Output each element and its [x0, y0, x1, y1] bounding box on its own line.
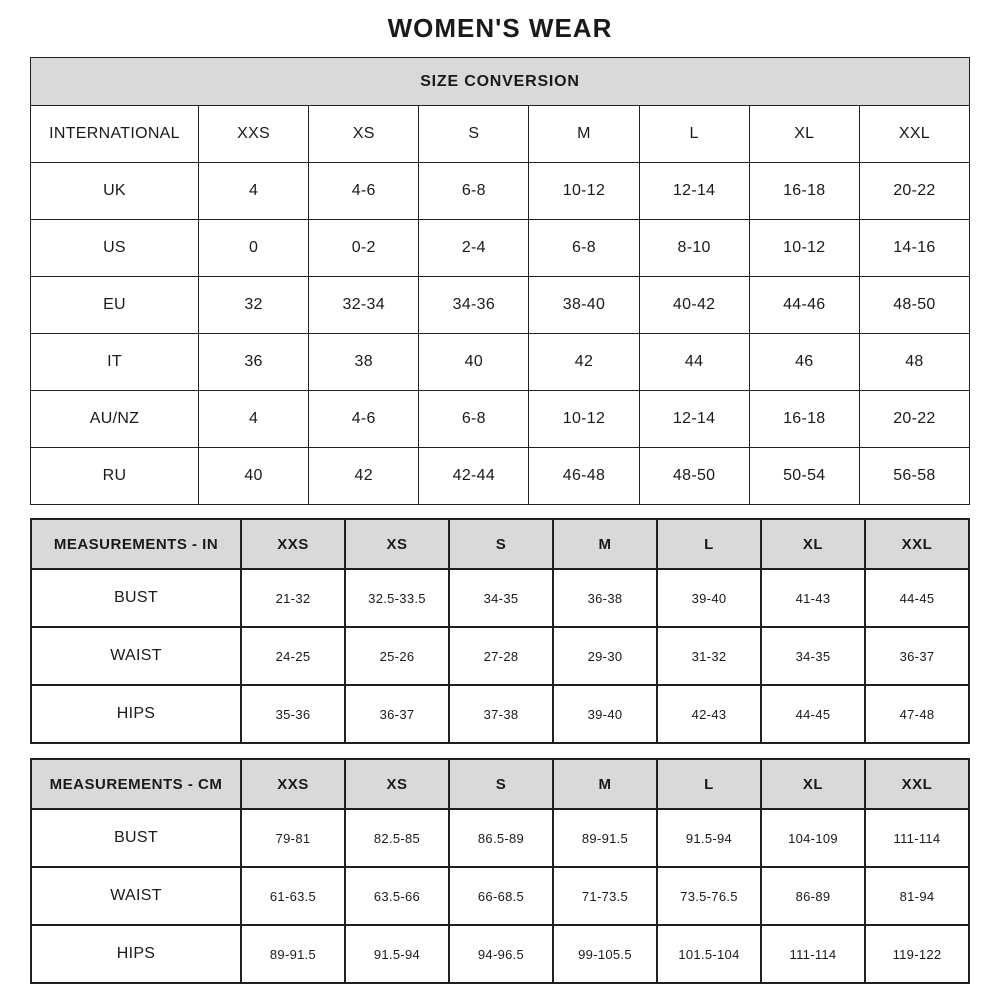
measurements-cm-table [30, 758, 970, 984]
measurement-cell: 79-81 [241, 809, 345, 867]
page-title: WOMEN'S WEAR [387, 13, 613, 43]
size-cell: XXL [859, 106, 969, 163]
measurement-cell: 63.5-66 [345, 867, 449, 925]
row-label: INTERNATIONAL [31, 106, 199, 163]
measurement-cell: 99-105.5 [553, 925, 657, 983]
table-row [31, 685, 969, 743]
measurement-cell: 94-96.5 [449, 925, 553, 983]
size-cell: 4-6 [309, 391, 419, 448]
size-cell: 44-46 [749, 277, 859, 334]
row-label: RU [31, 448, 199, 505]
size-cell: 12-14 [639, 391, 749, 448]
measurement-cell: 36-38 [553, 569, 657, 627]
row-label: US [31, 220, 199, 277]
size-cell: 40-42 [639, 277, 749, 334]
column-header: XS [345, 759, 449, 809]
column-header: L [657, 759, 761, 809]
measurement-cell: 81-94 [865, 867, 969, 925]
measurement-cell: 101.5-104 [657, 925, 761, 983]
row-label: UK [31, 163, 199, 220]
table-row [31, 220, 970, 277]
row-label: BUST [31, 569, 241, 627]
measurement-cell: 73.5-76.5 [657, 867, 761, 925]
size-conversion-title: SIZE CONVERSION [31, 58, 970, 106]
size-cell: 4 [199, 391, 309, 448]
size-cell: 32-34 [309, 277, 419, 334]
size-cell: 42 [309, 448, 419, 505]
measurement-cell: 111-114 [761, 925, 865, 983]
size-cell: 36 [199, 334, 309, 391]
measurement-cell: 42-43 [657, 685, 761, 743]
row-label: EU [31, 277, 199, 334]
measurement-cell: 44-45 [865, 569, 969, 627]
column-header: XXS [241, 519, 345, 569]
column-header: XL [761, 519, 865, 569]
table-row [31, 569, 969, 627]
size-cell: 6-8 [419, 163, 529, 220]
measurement-cell: 36-37 [865, 627, 969, 685]
measurement-cell: 111-114 [865, 809, 969, 867]
measurement-cell: 47-48 [865, 685, 969, 743]
size-cell: 34-36 [419, 277, 529, 334]
size-cell: 0 [199, 220, 309, 277]
measurement-cell: 39-40 [553, 685, 657, 743]
measurement-cell: 21-32 [241, 569, 345, 627]
measurements-in-table [30, 518, 970, 744]
size-cell: 16-18 [749, 163, 859, 220]
size-cell: 44 [639, 334, 749, 391]
header-row [31, 519, 969, 569]
size-cell: 48-50 [639, 448, 749, 505]
table-row [31, 391, 970, 448]
measurement-cell: 29-30 [553, 627, 657, 685]
measurement-cell: 25-26 [345, 627, 449, 685]
size-cell: 40 [199, 448, 309, 505]
measurement-cell: 32.5-33.5 [345, 569, 449, 627]
table-row [31, 627, 969, 685]
table-row [31, 106, 970, 163]
size-cell: 2-4 [419, 220, 529, 277]
size-cell: 48 [859, 334, 969, 391]
row-label: HIPS [31, 925, 241, 983]
size-cell: 10-12 [529, 163, 639, 220]
size-cell: 38 [309, 334, 419, 391]
column-header: XL [761, 759, 865, 809]
measurement-cell: 44-45 [761, 685, 865, 743]
size-cell: 10-12 [749, 220, 859, 277]
measurement-cell: 31-32 [657, 627, 761, 685]
measurement-cell: 71-73.5 [553, 867, 657, 925]
size-cell: 46-48 [529, 448, 639, 505]
size-cell: 20-22 [859, 163, 969, 220]
size-cell: 46 [749, 334, 859, 391]
size-cell: S [419, 106, 529, 163]
row-label: WAIST [31, 627, 241, 685]
size-cell: XL [749, 106, 859, 163]
size-cell: 4-6 [309, 163, 419, 220]
table-row [31, 448, 970, 505]
row-label: AU/NZ [31, 391, 199, 448]
measurement-cell: 119-122 [865, 925, 969, 983]
column-header: XXS [241, 759, 345, 809]
table-row [31, 809, 969, 867]
size-cell: XXS [199, 106, 309, 163]
size-cell: L [639, 106, 749, 163]
measurement-cell: 41-43 [761, 569, 865, 627]
column-header: MEASUREMENTS - CM [31, 759, 241, 809]
measurement-cell: 89-91.5 [241, 925, 345, 983]
size-cell: 8-10 [639, 220, 749, 277]
size-cell: 20-22 [859, 391, 969, 448]
column-header: S [449, 759, 553, 809]
header-row [31, 759, 969, 809]
size-cell: 10-12 [529, 391, 639, 448]
column-header: M [553, 759, 657, 809]
row-label: BUST [31, 809, 241, 867]
size-cell: 56-58 [859, 448, 969, 505]
table-row [31, 277, 970, 334]
size-cell: 16-18 [749, 391, 859, 448]
size-cell: 0-2 [309, 220, 419, 277]
row-label: WAIST [31, 867, 241, 925]
measurement-cell: 91.5-94 [345, 925, 449, 983]
size-cell: 38-40 [529, 277, 639, 334]
measurement-cell: 104-109 [761, 809, 865, 867]
size-cell: M [529, 106, 639, 163]
size-cell: 40 [419, 334, 529, 391]
column-header: MEASUREMENTS - IN [31, 519, 241, 569]
column-header: XS [345, 519, 449, 569]
size-cell: 50-54 [749, 448, 859, 505]
column-header: S [449, 519, 553, 569]
row-label: HIPS [31, 685, 241, 743]
measurement-cell: 61-63.5 [241, 867, 345, 925]
table-row [31, 867, 969, 925]
measurement-cell: 86-89 [761, 867, 865, 925]
measurement-cell: 89-91.5 [553, 809, 657, 867]
measurement-cell: 35-36 [241, 685, 345, 743]
table-row [31, 334, 970, 391]
measurement-cell: 37-38 [449, 685, 553, 743]
measurement-cell: 91.5-94 [657, 809, 761, 867]
measurement-cell: 24-25 [241, 627, 345, 685]
size-conversion-table [30, 57, 970, 505]
column-header: L [657, 519, 761, 569]
size-cell: 6-8 [419, 391, 529, 448]
measurement-cell: 86.5-89 [449, 809, 553, 867]
row-label: IT [31, 334, 199, 391]
size-cell: 14-16 [859, 220, 969, 277]
size-cell: 6-8 [529, 220, 639, 277]
table-title-row [31, 58, 970, 106]
size-cell: 42-44 [419, 448, 529, 505]
measurement-cell: 27-28 [449, 627, 553, 685]
table-row [31, 925, 969, 983]
measurement-cell: 39-40 [657, 569, 761, 627]
measurement-cell: 82.5-85 [345, 809, 449, 867]
measurement-cell: 34-35 [761, 627, 865, 685]
column-header: XXL [865, 759, 969, 809]
column-header: XXL [865, 519, 969, 569]
measurement-cell: 66-68.5 [449, 867, 553, 925]
size-cell: 4 [199, 163, 309, 220]
measurement-cell: 34-35 [449, 569, 553, 627]
size-cell: 48-50 [859, 277, 969, 334]
size-cell: 42 [529, 334, 639, 391]
column-header: M [553, 519, 657, 569]
size-cell: XS [309, 106, 419, 163]
size-cell: 32 [199, 277, 309, 334]
table-row [31, 163, 970, 220]
measurement-cell: 36-37 [345, 685, 449, 743]
size-cell: 12-14 [639, 163, 749, 220]
